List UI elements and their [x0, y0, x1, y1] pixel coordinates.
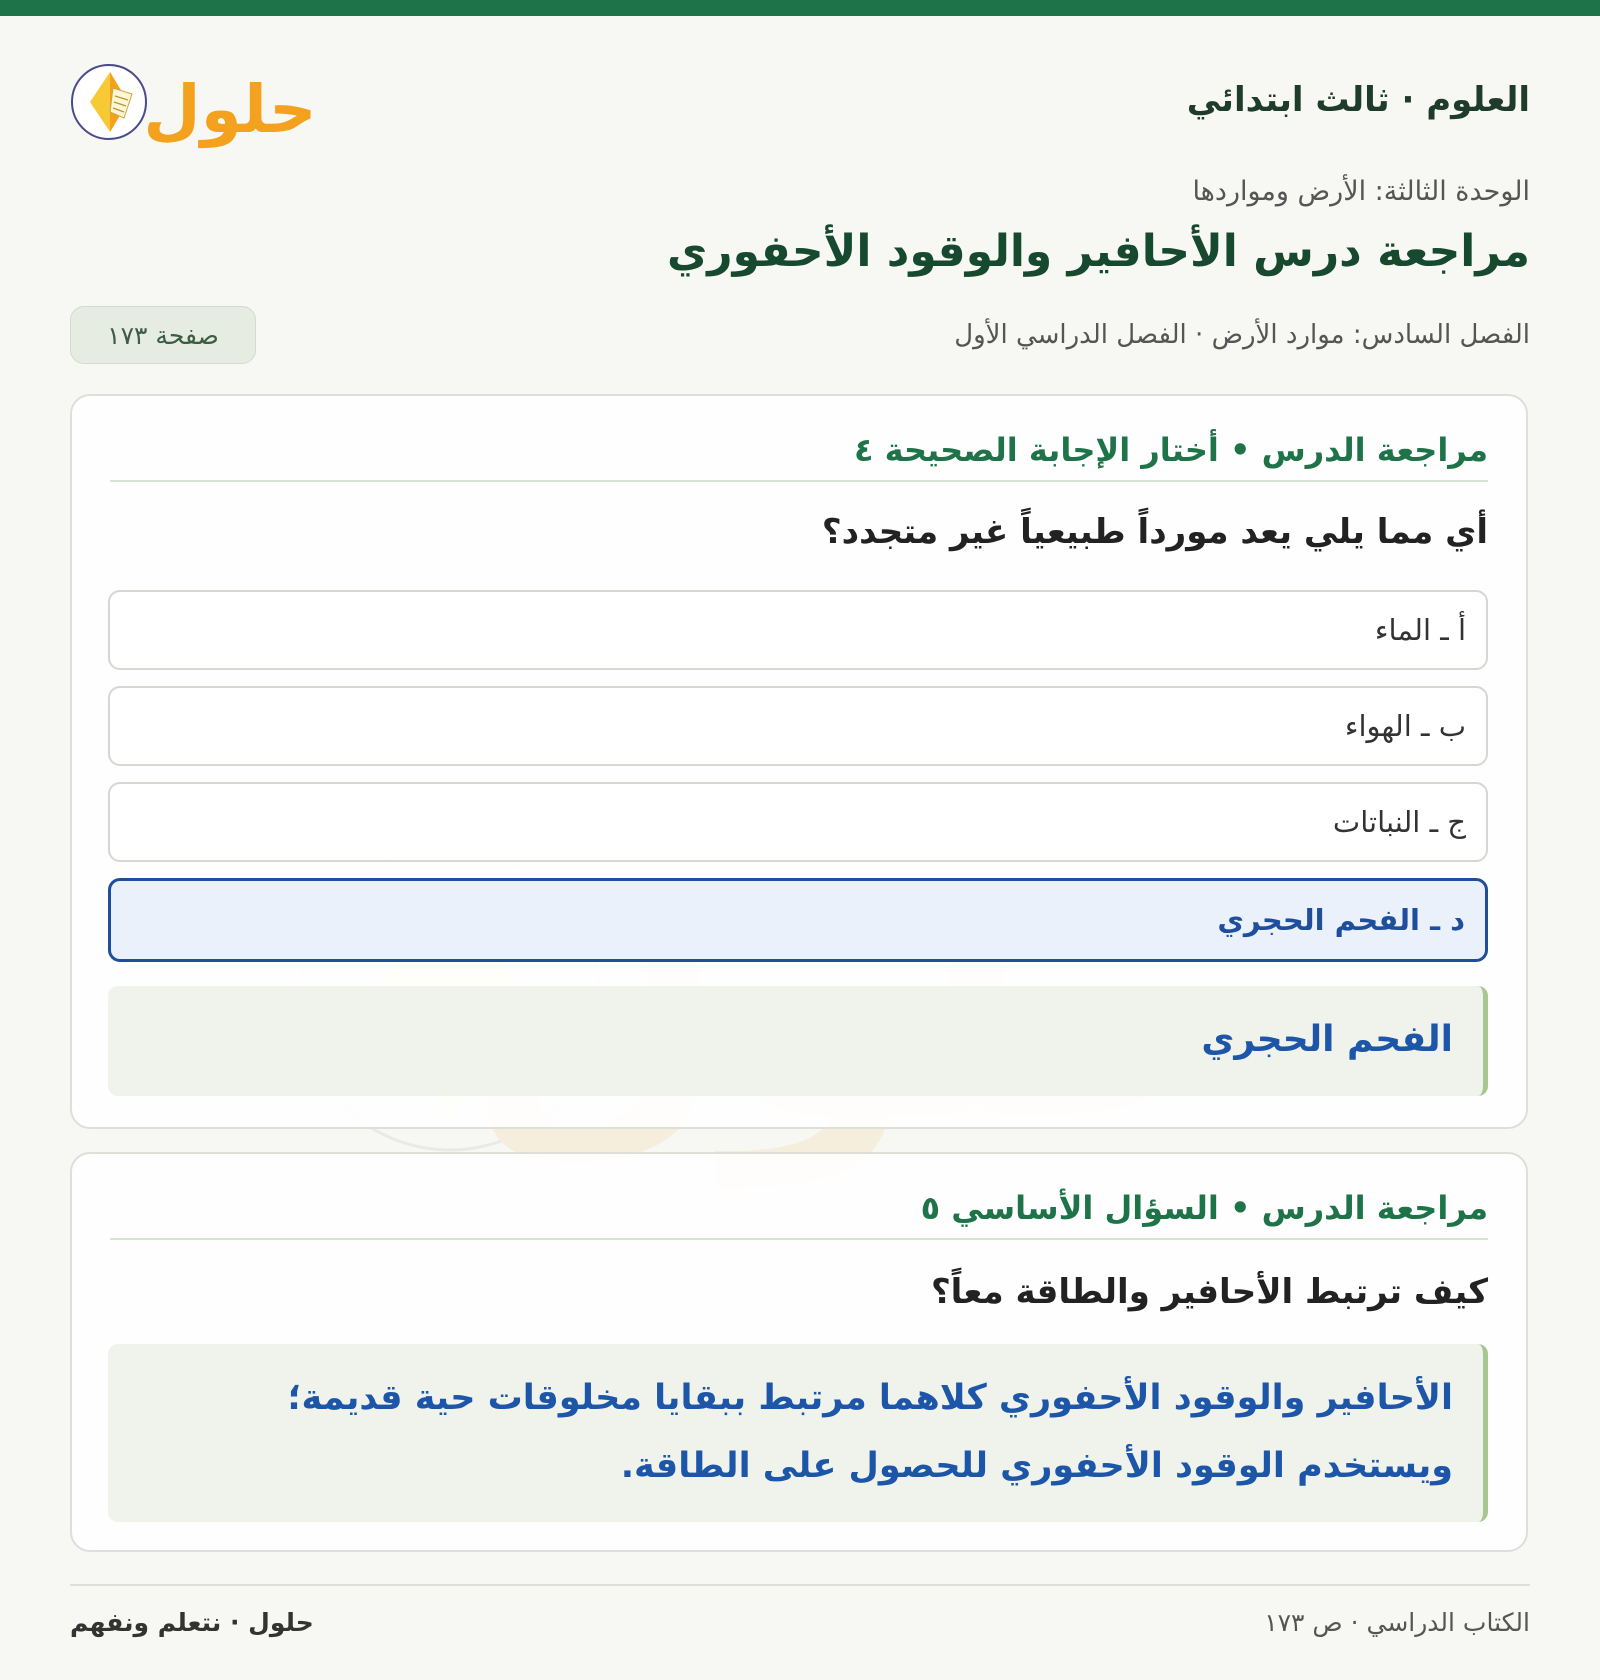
option-d-selected[interactable]: د ـ الفحم الحجري [108, 878, 1488, 962]
chapter-label: الفصل السادس: موارد الأرض · الفصل الدراسي الأول [954, 320, 1530, 350]
option-b[interactable]: ب ـ الهواء [108, 686, 1488, 766]
page-title: مراجعة درس الأحافير والوقود الأحفوري [666, 226, 1530, 277]
question-card-4 [70, 394, 1528, 1129]
footer-book-reference: الكتاب الدراسي · ص ١٧٣ [1264, 1608, 1530, 1637]
question-text: كيف ترتبط الأحافير والطاقة معاً؟ [930, 1272, 1488, 1312]
hlol-logo[interactable] [70, 48, 340, 154]
page-number-badge: صفحة ١٧٣ [70, 306, 256, 364]
card-heading: مراجعة الدرس • السؤال الأساسي ٥ [110, 1182, 1488, 1240]
option-c[interactable]: ج ـ النباتات [108, 782, 1488, 862]
subject-title: العلوم · ثالث ابتدائي [1186, 80, 1530, 120]
unit-label: الوحدة الثالثة: الأرض ومواردها [1192, 176, 1530, 207]
question-text: أي مما يلي يعد مورداً طبيعياً غير متجدد؟ [821, 512, 1488, 552]
answer-box: الأحافير والوقود الأحفوري كلاهما مرتبط ببقايا مخلوقات حية قديمة؛ ويستخدم الوقود الأحفوري للحصول على الطاقة. [108, 1344, 1488, 1522]
page-header [70, 48, 1530, 158]
logo-text: حلول [143, 71, 317, 148]
footer-brand[interactable]: حلول · نتعلم ونفهم [70, 1608, 314, 1637]
question-card-5 [70, 1152, 1528, 1552]
book-pencil-icon [70, 48, 340, 154]
footer-divider [70, 1584, 1530, 1586]
top-accent-bar [0, 0, 1600, 16]
option-a[interactable]: أ ـ الماء [108, 590, 1488, 670]
answer-box: الفحم الحجري [108, 986, 1488, 1096]
card-heading: مراجعة الدرس • أختار الإجابة الصحيحة ٤ [110, 424, 1488, 482]
